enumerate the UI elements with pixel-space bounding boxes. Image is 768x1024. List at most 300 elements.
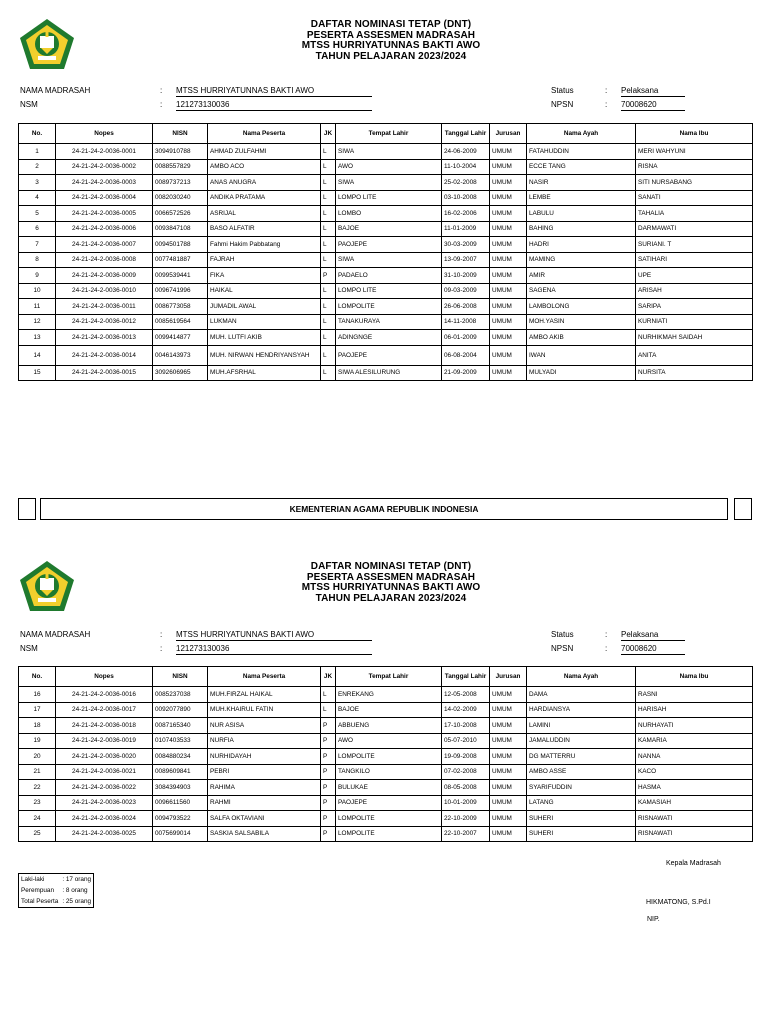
col-header: Jurusan bbox=[490, 667, 527, 687]
cell-jurusan: UMUM bbox=[490, 330, 527, 346]
cell-nopes: 24-21-24-2-0036-0016 bbox=[56, 687, 153, 703]
cell-nama: MUH.FIRZAL HAIKAL bbox=[208, 687, 321, 703]
cell-nopes: 24-21-24-2-0036-0019 bbox=[56, 733, 153, 749]
cell-nama: ANDIKA PRATAMA bbox=[208, 190, 321, 206]
cell-no: 13 bbox=[19, 330, 56, 346]
cell-nisn: 0093847108 bbox=[153, 221, 208, 237]
title-line-3: MTSS HURRIYATUNNAS BAKTI AWO bbox=[301, 582, 481, 593]
colon: : bbox=[160, 630, 163, 639]
cell-jurusan: UMUM bbox=[490, 345, 527, 365]
col-header: JK bbox=[321, 124, 336, 144]
cell-tanggal: 24-06-2009 bbox=[442, 144, 490, 160]
cell-jurusan: UMUM bbox=[490, 175, 527, 191]
cell-tanggal: 09-03-2009 bbox=[442, 283, 490, 299]
cell-ayah: ECCE TANG bbox=[527, 159, 636, 175]
summary-label: Perempuan bbox=[21, 887, 55, 894]
cell-nama: ANAS ANUGRA bbox=[208, 175, 321, 191]
cell-ayah: LAMBOLONG bbox=[527, 299, 636, 315]
nama-madrasah-value: MTSS HURRIYATUNNAS BAKTI AWO bbox=[176, 630, 372, 641]
cell-ibu: SITI NURSABANG bbox=[636, 175, 753, 191]
table-row bbox=[19, 268, 753, 284]
cell-jurusan: UMUM bbox=[490, 811, 527, 827]
cell-no: 22 bbox=[19, 780, 56, 796]
cell-nama: SALFA OKTAVIANI bbox=[208, 811, 321, 827]
cell-no: 17 bbox=[19, 702, 56, 718]
cell-no: 23 bbox=[19, 795, 56, 811]
cell-ibu: SANATI bbox=[636, 190, 753, 206]
colon: : bbox=[605, 644, 608, 653]
cell-tempat: SIWA bbox=[336, 252, 442, 268]
cell-no: 8 bbox=[19, 252, 56, 268]
table-row bbox=[19, 764, 753, 780]
participant-table-2 bbox=[18, 666, 753, 842]
cell-ayah: AMBO ASSE bbox=[527, 764, 636, 780]
nama-madrasah-label: NAMA MADRASAH bbox=[20, 86, 91, 95]
cell-nama: BASO ALFATIR bbox=[208, 221, 321, 237]
nsm-label: NSM bbox=[20, 644, 38, 653]
col-header: Nama Ibu bbox=[636, 124, 753, 144]
col-header: Tempat Lahir bbox=[336, 124, 442, 144]
table-row bbox=[19, 749, 753, 765]
cell-tempat: SIWA bbox=[336, 175, 442, 191]
cell-no: 2 bbox=[19, 159, 56, 175]
cell-nisn: 0077481887 bbox=[153, 252, 208, 268]
cell-ibu: NURHAYATI bbox=[636, 718, 753, 734]
cell-no: 7 bbox=[19, 237, 56, 253]
cell-nopes: 24-21-24-2-0036-0006 bbox=[56, 221, 153, 237]
table-row bbox=[19, 252, 753, 268]
cell-ayah: MAMING bbox=[527, 252, 636, 268]
table-row bbox=[19, 702, 753, 718]
right-box bbox=[734, 498, 752, 520]
cell-nisn: 0086773058 bbox=[153, 299, 208, 315]
cell-jk: L bbox=[321, 221, 336, 237]
cell-jurusan: UMUM bbox=[490, 718, 527, 734]
title-line-2: PESERTA ASSESMEN MADRASAH bbox=[306, 29, 476, 41]
cell-ayah: LAMINI bbox=[527, 718, 636, 734]
cell-nama: MUH.KHAIRUL FATIN bbox=[208, 702, 321, 718]
col-header: NISN bbox=[153, 667, 208, 687]
cell-nama: RAHIMA bbox=[208, 780, 321, 796]
cell-ayah: HADRI bbox=[527, 237, 636, 253]
cell-ayah: HARDIANSYA bbox=[527, 702, 636, 718]
cell-ibu: KURNIATI bbox=[636, 314, 753, 330]
col-header: Nama Ayah bbox=[527, 124, 636, 144]
cell-ibu: NURSITA bbox=[636, 365, 753, 381]
colon: : bbox=[160, 86, 163, 95]
npsn-label: NPSN bbox=[551, 644, 574, 653]
cell-nopes: 24-21-24-2-0036-0010 bbox=[56, 283, 153, 299]
school-info bbox=[0, 628, 768, 660]
cell-nisn: 0084880234 bbox=[153, 749, 208, 765]
cell-ayah: LABULU bbox=[527, 206, 636, 222]
status-label: Status bbox=[551, 86, 574, 95]
cell-nopes: 24-21-24-2-0036-0014 bbox=[56, 345, 153, 365]
document-title bbox=[0, 562, 768, 604]
table-header-row bbox=[19, 667, 753, 687]
cell-no: 10 bbox=[19, 283, 56, 299]
cell-tempat: ENREKANG bbox=[336, 687, 442, 703]
cell-tanggal: 03-10-2008 bbox=[442, 190, 490, 206]
cell-nopes: 24-21-24-2-0036-0020 bbox=[56, 749, 153, 765]
title-line-1: DAFTAR NOMINASI TETAP (DNT) bbox=[310, 19, 472, 30]
cell-tanggal: 22-10-2009 bbox=[442, 811, 490, 827]
summary-value: : 17 orang bbox=[62, 876, 92, 883]
cell-ibu: SATIHARI bbox=[636, 252, 753, 268]
colon: : bbox=[605, 630, 608, 639]
table-row bbox=[19, 314, 753, 330]
cell-jk: L bbox=[321, 299, 336, 315]
cell-ayah: LATANG bbox=[527, 795, 636, 811]
cell-no: 3 bbox=[19, 175, 56, 191]
status-value: Pelaksana bbox=[621, 86, 685, 97]
cell-nopes: 24-21-24-2-0036-0003 bbox=[56, 175, 153, 191]
cell-tempat: AWO bbox=[336, 159, 442, 175]
cell-nisn: 0089609841 bbox=[153, 764, 208, 780]
cell-nopes: 24-21-24-2-0036-0011 bbox=[56, 299, 153, 315]
ministry-bar bbox=[0, 498, 768, 520]
cell-nisn: 0096741996 bbox=[153, 283, 208, 299]
summary-row bbox=[19, 885, 94, 896]
cell-tanggal: 06-08-2004 bbox=[442, 345, 490, 365]
cell-tanggal: 17-10-2008 bbox=[442, 718, 490, 734]
nsm-label: NSM bbox=[20, 100, 38, 109]
nsm-value: 121273130036 bbox=[176, 100, 372, 111]
cell-tempat: PAOJEPE bbox=[336, 237, 442, 253]
cell-jurusan: UMUM bbox=[490, 268, 527, 284]
cell-jk: P bbox=[321, 733, 336, 749]
table-body bbox=[19, 144, 753, 381]
cell-nisn: 3084394903 bbox=[153, 780, 208, 796]
cell-ibu: SURIANI. T bbox=[636, 237, 753, 253]
cell-tanggal: 11-10-2004 bbox=[442, 159, 490, 175]
cell-no: 15 bbox=[19, 365, 56, 381]
cell-jk: L bbox=[321, 159, 336, 175]
cell-no: 9 bbox=[19, 268, 56, 284]
cell-nama: SASKIA SALSABILA bbox=[208, 826, 321, 842]
cell-jk: L bbox=[321, 330, 336, 346]
ministry-title: KEMENTERIAN AGAMA REPUBLIK INDONESIA bbox=[40, 498, 728, 520]
colon: : bbox=[160, 644, 163, 653]
cell-nopes: 24-21-24-2-0036-0017 bbox=[56, 702, 153, 718]
cell-tempat: BAJOE bbox=[336, 702, 442, 718]
cell-nama: MUH. LUTFI AKIB bbox=[208, 330, 321, 346]
cell-no: 11 bbox=[19, 299, 56, 315]
cell-nisn: 0085237038 bbox=[153, 687, 208, 703]
table-row bbox=[19, 221, 753, 237]
colon: : bbox=[605, 86, 608, 95]
cell-no: 16 bbox=[19, 687, 56, 703]
cell-jk: L bbox=[321, 345, 336, 365]
colon: : bbox=[605, 100, 608, 109]
title-line-3: MTSS HURRIYATUNNAS BAKTI AWO bbox=[301, 40, 481, 51]
cell-no: 20 bbox=[19, 749, 56, 765]
cell-ibu: KAMASIAH bbox=[636, 795, 753, 811]
cell-jurusan: UMUM bbox=[490, 365, 527, 381]
cell-no: 24 bbox=[19, 811, 56, 827]
cell-nisn: 0107403533 bbox=[153, 733, 208, 749]
col-header: Jurusan bbox=[490, 124, 527, 144]
col-header: Tanggal Lahir bbox=[442, 124, 490, 144]
cell-jk: L bbox=[321, 206, 336, 222]
cell-tempat: LOMPOLITE bbox=[336, 749, 442, 765]
cell-nopes: 24-21-24-2-0036-0012 bbox=[56, 314, 153, 330]
cell-tempat: LOMPO LITE bbox=[336, 283, 442, 299]
cell-nisn: 0092077890 bbox=[153, 702, 208, 718]
cell-jk: L bbox=[321, 237, 336, 253]
cell-jurusan: UMUM bbox=[490, 299, 527, 315]
cell-tempat: LOMPOLITE bbox=[336, 826, 442, 842]
cell-nama: MUH.AFSRHAL bbox=[208, 365, 321, 381]
cell-tempat: LOMBO bbox=[336, 206, 442, 222]
cell-ayah: DAMA bbox=[527, 687, 636, 703]
table-row bbox=[19, 718, 753, 734]
table-row bbox=[19, 826, 753, 842]
cell-jk: L bbox=[321, 702, 336, 718]
cell-tempat: SIWA bbox=[336, 144, 442, 160]
cell-ibu: NURHIKMAH SAIDAH bbox=[636, 330, 753, 346]
cell-nopes: 24-21-24-2-0036-0015 bbox=[56, 365, 153, 381]
col-header: NISN bbox=[153, 124, 208, 144]
nsm-value: 121273130036 bbox=[176, 644, 372, 655]
cell-ayah: SUHERI bbox=[527, 826, 636, 842]
cell-ibu: RISNAWATI bbox=[636, 826, 753, 842]
cell-jk: L bbox=[321, 687, 336, 703]
npsn-value: 70008620 bbox=[621, 644, 685, 655]
cell-jk: L bbox=[321, 252, 336, 268]
cell-nisn: 0087165340 bbox=[153, 718, 208, 734]
col-header: Tempat Lahir bbox=[336, 667, 442, 687]
cell-ayah: IWAN bbox=[527, 345, 636, 365]
cell-tempat: LOMPO LITE bbox=[336, 190, 442, 206]
cell-ibu: NANNA bbox=[636, 749, 753, 765]
cell-tanggal: 08-05-2008 bbox=[442, 780, 490, 796]
signature-title: Kepala Madrasah bbox=[666, 860, 721, 867]
cell-tanggal: 13-09-2007 bbox=[442, 252, 490, 268]
cell-ibu: RISNAWATI bbox=[636, 811, 753, 827]
cell-nama: RAHMI bbox=[208, 795, 321, 811]
cell-nisn: 0089737213 bbox=[153, 175, 208, 191]
cell-ibu: DARMAWATI bbox=[636, 221, 753, 237]
title-line-2: PESERTA ASSESMEN MADRASAH bbox=[306, 571, 476, 583]
cell-nama: PEBRI bbox=[208, 764, 321, 780]
cell-tanggal: 12-05-2008 bbox=[442, 687, 490, 703]
cell-ibu: KACO bbox=[636, 764, 753, 780]
npsn-label: NPSN bbox=[551, 100, 574, 109]
summary-row bbox=[19, 874, 94, 886]
table-row bbox=[19, 144, 753, 160]
cell-ibu: KAMARIA bbox=[636, 733, 753, 749]
cell-ibu: RISNA bbox=[636, 159, 753, 175]
cell-nisn: 0094501788 bbox=[153, 237, 208, 253]
cell-jk: P bbox=[321, 795, 336, 811]
cell-ayah: BAHING bbox=[527, 221, 636, 237]
cell-jurusan: UMUM bbox=[490, 206, 527, 222]
table-row bbox=[19, 795, 753, 811]
cell-nopes: 24-21-24-2-0036-0022 bbox=[56, 780, 153, 796]
cell-jk: P bbox=[321, 749, 336, 765]
cell-nama: Fahmi Hakim Pabbatang bbox=[208, 237, 321, 253]
cell-nama: MUH. NIRWAN HENDRIYANSYAH bbox=[208, 345, 321, 365]
status-value: Pelaksana bbox=[621, 630, 685, 641]
cell-jk: L bbox=[321, 283, 336, 299]
cell-jurusan: UMUM bbox=[490, 764, 527, 780]
cell-jurusan: UMUM bbox=[490, 237, 527, 253]
cell-jurusan: UMUM bbox=[490, 826, 527, 842]
signature-nip: NIP. bbox=[647, 916, 660, 923]
cell-ibu: SARIPA bbox=[636, 299, 753, 315]
cell-tempat: BAJOE bbox=[336, 221, 442, 237]
cell-tanggal: 06-01-2009 bbox=[442, 330, 490, 346]
cell-no: 5 bbox=[19, 206, 56, 222]
cell-tanggal: 25-02-2008 bbox=[442, 175, 490, 191]
table-row bbox=[19, 175, 753, 191]
cell-ayah: FATAHUDDIN bbox=[527, 144, 636, 160]
table-row bbox=[19, 299, 753, 315]
table-row bbox=[19, 206, 753, 222]
cell-ibu: UPE bbox=[636, 268, 753, 284]
cell-jk: P bbox=[321, 826, 336, 842]
table-row bbox=[19, 283, 753, 299]
cell-ibu: HARISAH bbox=[636, 702, 753, 718]
cell-ayah: AMIR bbox=[527, 268, 636, 284]
cell-ibu: HASMA bbox=[636, 780, 753, 796]
gender-summary bbox=[18, 873, 94, 908]
cell-tanggal: 10-01-2009 bbox=[442, 795, 490, 811]
cell-jk: L bbox=[321, 190, 336, 206]
cell-tanggal: 21-09-2009 bbox=[442, 365, 490, 381]
cell-ibu: ARISAH bbox=[636, 283, 753, 299]
cell-tanggal: 31-10-2009 bbox=[442, 268, 490, 284]
cell-nisn: 3094910788 bbox=[153, 144, 208, 160]
left-box bbox=[18, 498, 36, 520]
cell-tanggal: 14-02-2009 bbox=[442, 702, 490, 718]
cell-no: 6 bbox=[19, 221, 56, 237]
cell-jk: L bbox=[321, 144, 336, 160]
cell-tanggal: 19-09-2008 bbox=[442, 749, 490, 765]
cell-nopes: 24-21-24-2-0036-0024 bbox=[56, 811, 153, 827]
table-row bbox=[19, 159, 753, 175]
cell-ayah: NASIR bbox=[527, 175, 636, 191]
cell-nama: ASRIJAL bbox=[208, 206, 321, 222]
cell-nopes: 24-21-24-2-0036-0025 bbox=[56, 826, 153, 842]
cell-ayah: LEMBE bbox=[527, 190, 636, 206]
cell-no: 19 bbox=[19, 733, 56, 749]
cell-ibu: ANITA bbox=[636, 345, 753, 365]
cell-nopes: 24-21-24-2-0036-0004 bbox=[56, 190, 153, 206]
table-row bbox=[19, 687, 753, 703]
cell-ayah: MOH.YASIN bbox=[527, 314, 636, 330]
cell-jurusan: UMUM bbox=[490, 314, 527, 330]
cell-nama: AMBO ACO bbox=[208, 159, 321, 175]
cell-tanggal: 22-10-2007 bbox=[442, 826, 490, 842]
cell-no: 12 bbox=[19, 314, 56, 330]
cell-ayah: SUHERI bbox=[527, 811, 636, 827]
cell-nama: JUMADIL AWAL bbox=[208, 299, 321, 315]
cell-nama: LUKMAN bbox=[208, 314, 321, 330]
col-header: No. bbox=[19, 667, 56, 687]
cell-ayah: DG MATTERRU bbox=[527, 749, 636, 765]
cell-tempat: TANAKURAYA bbox=[336, 314, 442, 330]
colon: : bbox=[160, 100, 163, 109]
cell-nopes: 24-21-24-2-0036-0008 bbox=[56, 252, 153, 268]
cell-tempat: LOMPOLITE bbox=[336, 299, 442, 315]
document-title bbox=[0, 20, 768, 62]
cell-nisn: 0066572526 bbox=[153, 206, 208, 222]
col-header: Nopes bbox=[56, 667, 153, 687]
table-row bbox=[19, 237, 753, 253]
col-header: Tanggal Lahir bbox=[442, 667, 490, 687]
cell-nisn: 0094793522 bbox=[153, 811, 208, 827]
cell-jk: L bbox=[321, 365, 336, 381]
cell-jk: P bbox=[321, 718, 336, 734]
title-line-4: TAHUN PELAJARAN 2023/2024 bbox=[315, 50, 467, 62]
summary-value: : 8 orang bbox=[62, 887, 88, 894]
cell-jurusan: UMUM bbox=[490, 780, 527, 796]
table-row bbox=[19, 330, 753, 346]
cell-nopes: 24-21-24-2-0036-0021 bbox=[56, 764, 153, 780]
cell-nopes: 24-21-24-2-0036-0018 bbox=[56, 718, 153, 734]
summary-label: Total Peserta bbox=[21, 898, 59, 905]
table-row bbox=[19, 345, 753, 365]
cell-tempat: BULUKAE bbox=[336, 780, 442, 796]
table-body bbox=[19, 687, 753, 842]
cell-nisn: 0096611560 bbox=[153, 795, 208, 811]
cell-no: 18 bbox=[19, 718, 56, 734]
cell-nopes: 24-21-24-2-0036-0005 bbox=[56, 206, 153, 222]
cell-tanggal: 11-01-2009 bbox=[442, 221, 490, 237]
cell-ayah: AMBO AKIB bbox=[527, 330, 636, 346]
cell-nisn: 0088557829 bbox=[153, 159, 208, 175]
cell-tanggal: 16-02-2006 bbox=[442, 206, 490, 222]
cell-tempat: TANGKILO bbox=[336, 764, 442, 780]
cell-nopes: 24-21-24-2-0036-0009 bbox=[56, 268, 153, 284]
title-line-4: TAHUN PELAJARAN 2023/2024 bbox=[315, 592, 467, 604]
cell-nama: FAJRAH bbox=[208, 252, 321, 268]
cell-ibu: MERI WAHYUNI bbox=[636, 144, 753, 160]
cell-tempat: AWO bbox=[336, 733, 442, 749]
cell-nisn: 0099539441 bbox=[153, 268, 208, 284]
cell-jk: P bbox=[321, 780, 336, 796]
table-row bbox=[19, 733, 753, 749]
cell-jurusan: UMUM bbox=[490, 190, 527, 206]
col-header: Nama Ayah bbox=[527, 667, 636, 687]
cell-jk: L bbox=[321, 314, 336, 330]
table-header-row bbox=[19, 124, 753, 144]
cell-tanggal: 26-06-2008 bbox=[442, 299, 490, 315]
nama-madrasah-label: NAMA MADRASAH bbox=[20, 630, 91, 639]
cell-tempat: PAOJEPE bbox=[336, 345, 442, 365]
cell-ibu: TAHALIA bbox=[636, 206, 753, 222]
summary-label: Laki-laki bbox=[21, 876, 45, 883]
col-header: Nama Peserta bbox=[208, 124, 321, 144]
cell-no: 1 bbox=[19, 144, 56, 160]
cell-nama: NURHIDAYAH bbox=[208, 749, 321, 765]
npsn-value: 70008620 bbox=[621, 100, 685, 111]
cell-jurusan: UMUM bbox=[490, 687, 527, 703]
cell-nisn: 0046143973 bbox=[153, 345, 208, 365]
cell-nama: FIKA bbox=[208, 268, 321, 284]
cell-tanggal: 30-03-2009 bbox=[442, 237, 490, 253]
col-header: JK bbox=[321, 667, 336, 687]
cell-tanggal: 05-07-2010 bbox=[442, 733, 490, 749]
cell-jurusan: UMUM bbox=[490, 221, 527, 237]
nama-madrasah-value: MTSS HURRIYATUNNAS BAKTI AWO bbox=[176, 86, 372, 97]
cell-jk: P bbox=[321, 268, 336, 284]
cell-nisn: 0099414877 bbox=[153, 330, 208, 346]
summary-row bbox=[19, 896, 94, 908]
table-row bbox=[19, 780, 753, 796]
